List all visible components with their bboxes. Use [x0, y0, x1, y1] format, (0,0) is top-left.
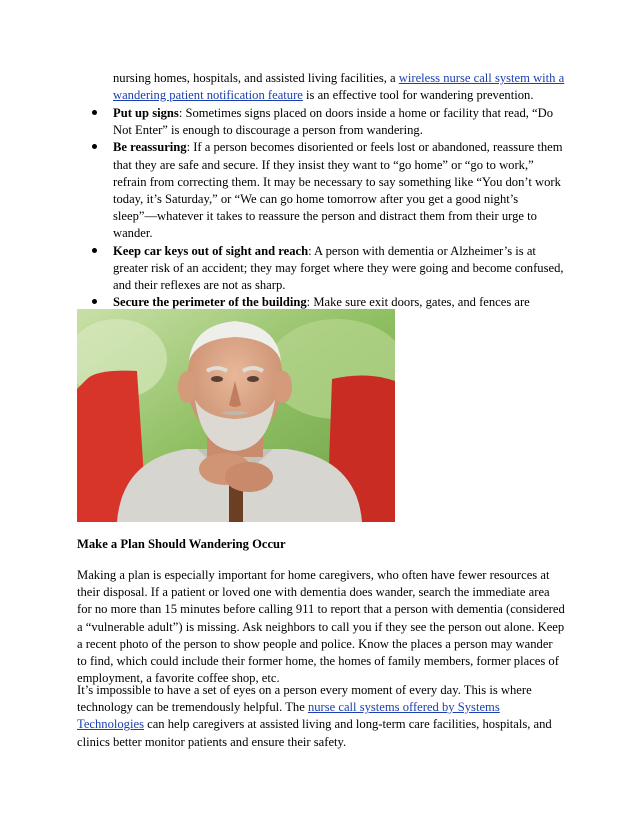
bullet-icon: [92, 110, 97, 115]
bullet-icon: [92, 144, 97, 149]
tip-title: Keep car keys out of sight and reach: [113, 243, 309, 258]
paragraph-text-before: It’s impossible to have a set of eyes on a person every moment of every day. This is where technology can be tremendously helpful. The: [77, 683, 532, 715]
nurse-call-systems-link[interactable]: nurse call systems offered by Systems Technologies: [77, 700, 500, 732]
photo-illustration: [77, 309, 395, 522]
paragraph-plan: Making a plan is especially important for home caregivers, who often have fewer resources at their disposal. If a patient or loved one with dementia does wander, search the immediate area for no more than 15 minutes before calling 911 to report that a person with dementia (considered a “vulnerable adult”) is missing. Ask neighbors to call you if they see the person out alone. Keep a recent photo of the person to show people and police. Know the places a person may wander to find, which could include their former home, the homes of family members, former places of employment, a favorite coffee shop, etc.: [77, 568, 565, 686]
tips-list: [0, 105, 565, 329]
bullet-icon: [92, 299, 97, 304]
tip-text: : A person with dementia or Alzheimer’s is at greater risk of an accident; they may forget where they were going and become confused, and their reflexes are not as sharp.: [113, 243, 564, 293]
tip-title: Put up signs: [113, 106, 179, 120]
list-item: [0, 105, 565, 139]
tip-text: : Sometimes signs placed on doors inside a home or facility that read, “Do Not Enter” is enough to discourage a person from wandering.: [113, 106, 554, 138]
section-heading: Make a Plan Should Wandering Occur: [77, 537, 286, 551]
intro-continuation: [113, 70, 565, 104]
paragraph-technology: [77, 682, 565, 751]
tip-text: : If a person becomes disoriented or feels lost or abandoned, reassure them that they are safe and secure. If they insist they want to “go home” or “go to work,” refrain from correcting them. It may be necessary to say something like “You don’t work today, it’s Saturday,” or “We can go home tomorrow after you get a good night’s sleep”—whatever it takes to reassure the person and distract them from their urge to wander.: [113, 140, 563, 241]
bullet-icon: [92, 248, 97, 253]
tip-title: Be reassuring: [113, 140, 187, 155]
tip-text: : Make sure exit doors, gates, and fences are: [306, 295, 530, 310]
intro-text-after: is an effective tool for wandering prevention.: [302, 88, 534, 103]
wireless-nurse-call-link[interactable]: wireless nurse call system with a wandering patient notification feature: [113, 71, 565, 103]
list-item: [0, 243, 565, 295]
tip-title: Secure the perimeter of the building: [113, 295, 307, 310]
intro-text-before: nursing homes, hospitals, and assisted living facilities, a: [113, 71, 399, 85]
elderly-man-photo: [77, 309, 395, 522]
paragraph-text-after: can help caregivers at assisted living and long-term care facilities, hospitals, and clinics better monitor patients and ensure their safety.: [77, 717, 552, 749]
list-item: [0, 139, 565, 242]
